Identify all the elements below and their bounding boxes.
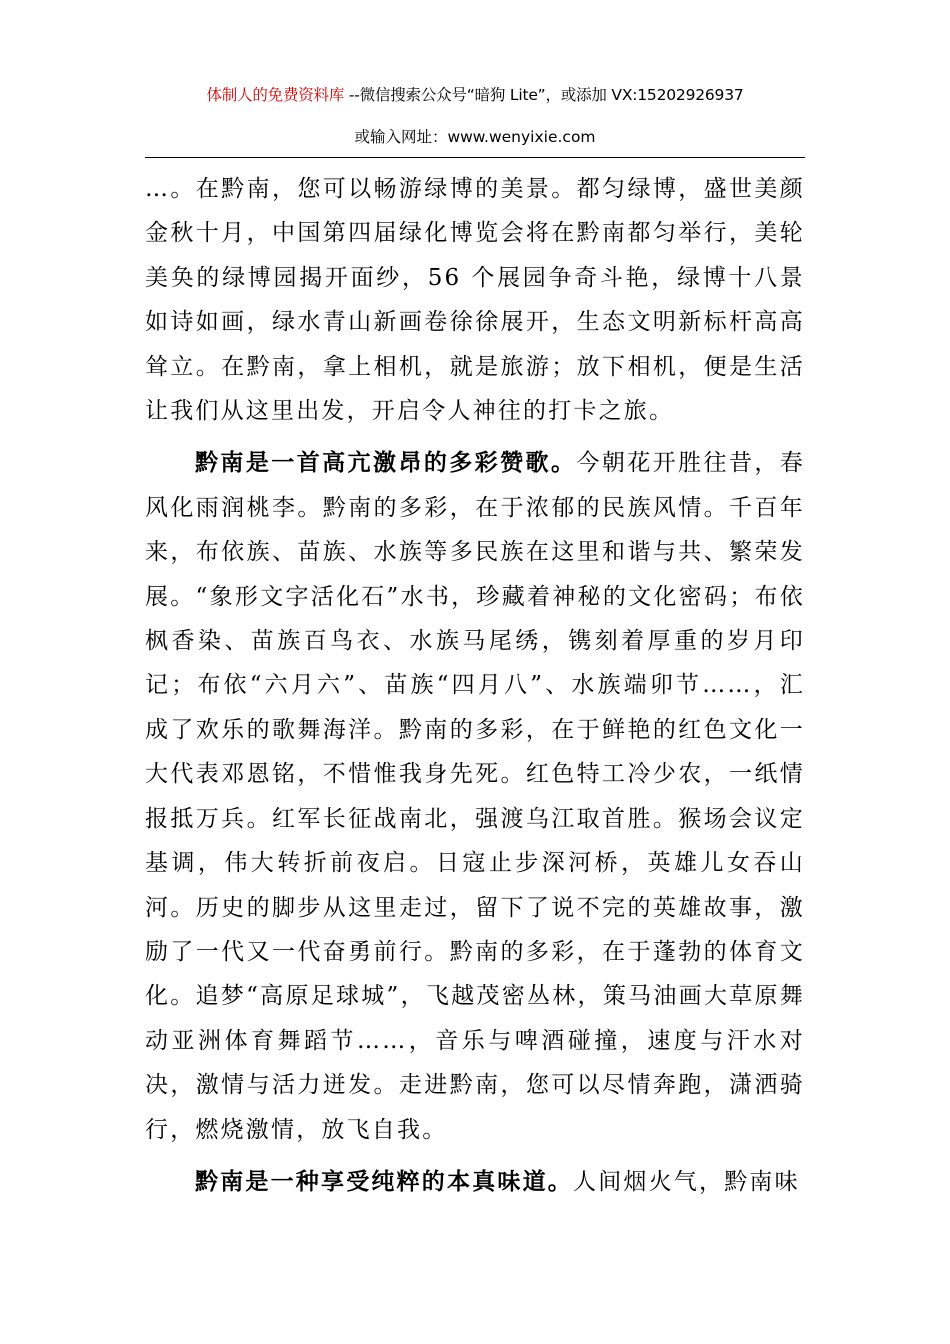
paragraph-pure-taste — [145, 1160, 805, 1204]
page-header — [145, 82, 805, 150]
paragraph-colorful-song — [145, 441, 805, 1152]
header-brand: 体制人的免费资料库 — [206, 86, 345, 104]
header-website[interactable]: 或输入网址：www.wenyixie.com — [354, 128, 596, 146]
header-promo-line — [145, 82, 805, 108]
paragraph-text: …。在黔南，您可以畅游绿博的美景。都匀绿博，盛世美颜金秋十月，中国第四届绿化博览会将在黔南都匀举行，美轮美奂的绿博园揭开面纱，56 个展园争奇斗艳，绿博十八景如诗如画，绿水青山新画卷徐徐展开，生态文明新标杆高高耸立。在黔南，拿上相机，就是旅游；放下相机，便是生活让我们从这里出发，开启令人神往的打卡之旅。 — [145, 176, 805, 425]
paragraph-text: 今朝花开胜往昔，春风化雨润桃李。黔南的多彩，在于浓郁的民族风情。千百年来，布依族、苗族、水族等多民族在这里和谐与共、繁荣发展。“象形文字活化石”水书，珍藏着神秘的文化密码；布依枫香染、苗族百鸟衣、水族马尾绣，镌刻着厚重的岁月印记；布依“六月六”、苗族“四月八”、水族端卯节……，汇成了欢乐的歌舞海洋。黔南的多彩，在于鲜艳的红色文化一大代表邓恩铭，不惜惟我身先死。红色特工冷少农，一纸情报抵万兵。红军长征战南北，强渡乌江取首胜。猴场会议定基调，伟大转折前夜启。日寇止步深河桥，英雄儿女吞山河。历史的脚步从这里走过，留下了说不完的英雄故事，激励了一代又一代奋勇前行。黔南的多彩，在于蓬勃的体育文化。追梦“高原足球城”，飞越茂密丛林，策马油画大草原舞动亚洲体育舞蹈节……，音乐与啤酒碰撞，速度与汗水对决，激情与活力迸发。走进黔南，您可以尽情奔跑，潇洒骑行，燃烧激情，放飞自我。 — [145, 450, 805, 1143]
paragraph-lead: 黔南是一种享受纯粹的本真味道。 — [195, 1168, 573, 1195]
header-contact: --微信搜索公众号“暗狗 Lite”，或添加 VX:15202926937 — [344, 86, 744, 104]
paragraph-continued — [145, 167, 805, 433]
paragraph-lead: 黔南是一首高亢激昂的多彩赞歌。 — [195, 450, 577, 477]
paragraph-text: 人间烟火气，黔南味 — [573, 1168, 800, 1195]
document-body — [145, 167, 805, 1204]
header-divider — [145, 157, 805, 158]
